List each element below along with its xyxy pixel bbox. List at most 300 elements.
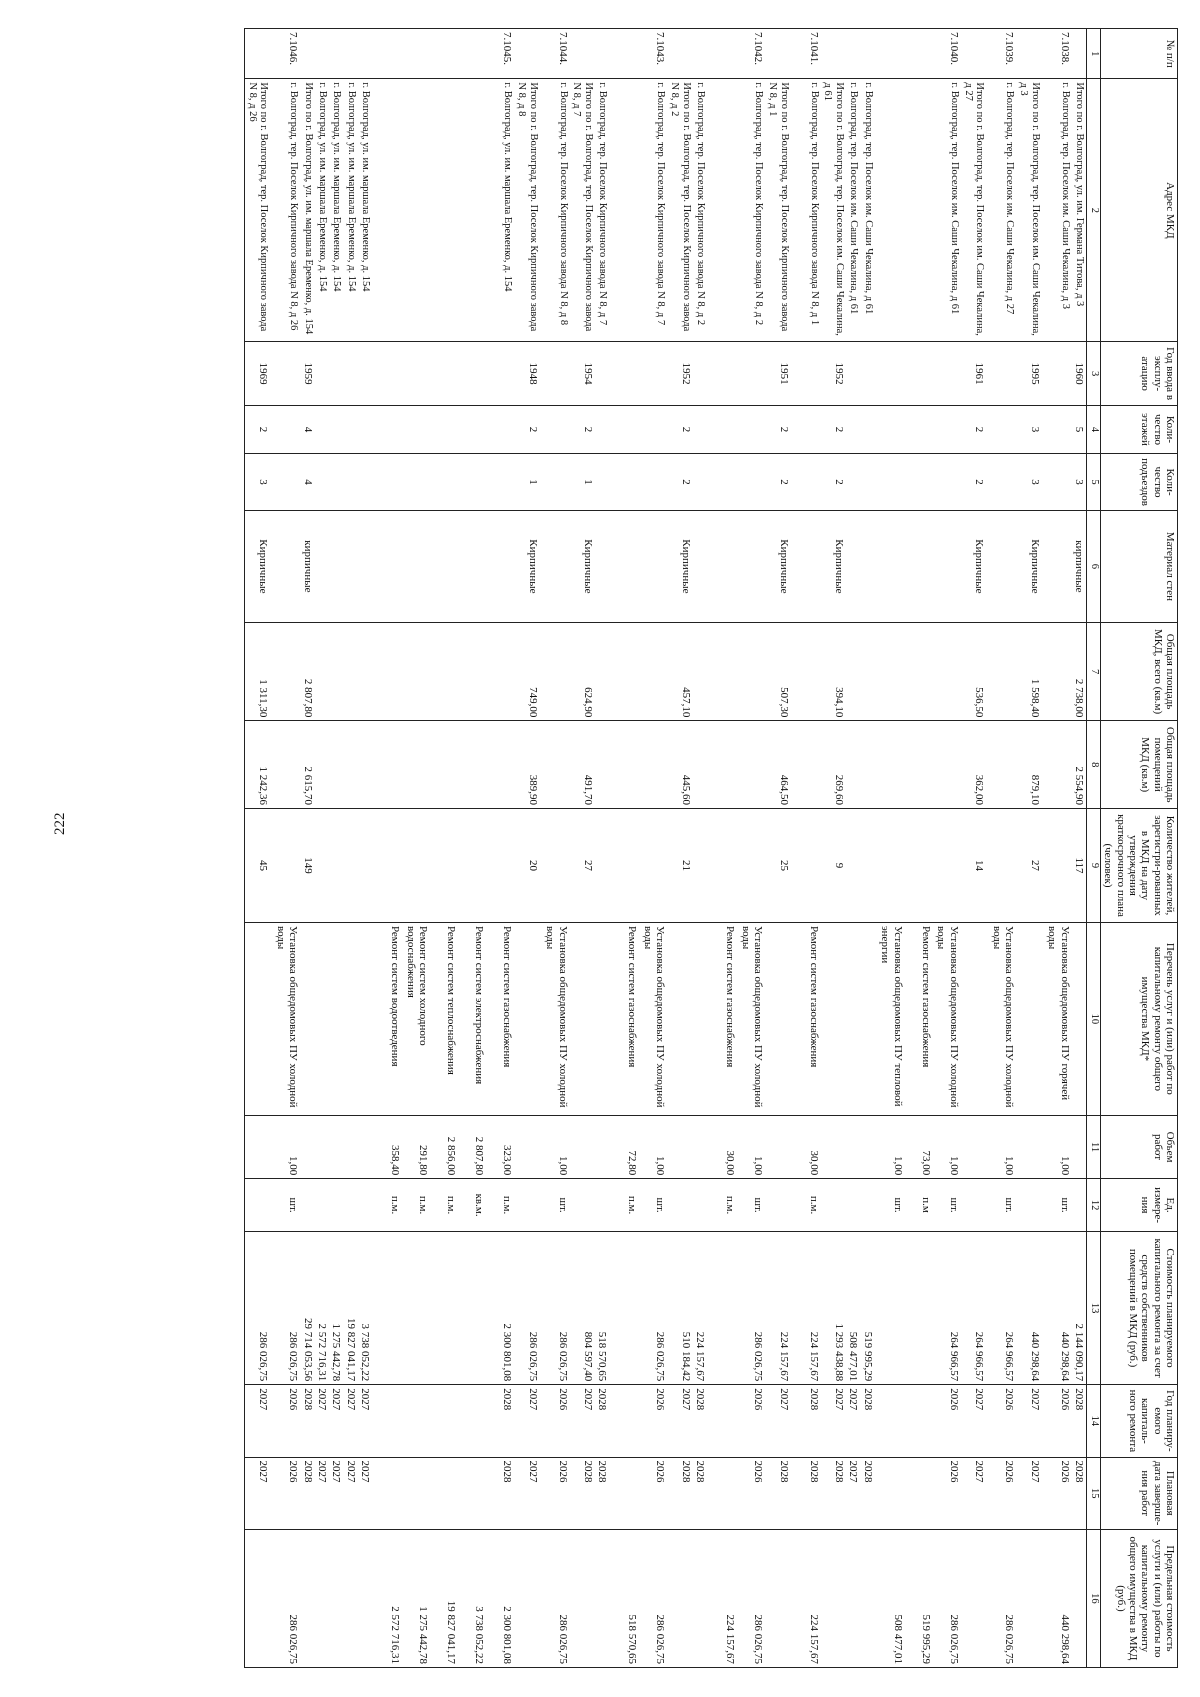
column-number: 4 [1087,405,1101,453]
address-cell: г. Волгоград, тер. Поселок Кирпичного завода N 8, д 2 [707,79,765,342]
premises-area-cell [707,721,765,809]
address-cell: г. Волгоград, тер. Поселок Кирпичного завода N 8, д 1 [791,79,821,342]
column-number: 7 [1087,622,1101,721]
volume-cell [595,1115,609,1179]
premises-area-cell: 464,50 [765,721,791,809]
end-date-cell: 2027 [358,1457,372,1529]
work-item: Ремонт систем газоснабжения [807,925,820,1068]
wall-material-cell: кирпичные [1072,511,1087,623]
row-number-cell: 7.1044. [540,29,570,79]
commission-year-cell [693,342,707,406]
commission-year-cell: 1961 [961,342,987,406]
residents-count-cell [986,809,1016,923]
table-row [1072,29,1087,1668]
total-area-cell: 749,00 [514,622,540,721]
floor-count-cell [986,405,1016,453]
total-area-cell [875,622,961,721]
works-cell [861,922,875,1115]
table-row [540,29,570,1668]
table-row [329,29,343,1668]
commission-year-cell: 1959 [301,342,315,406]
plan-year-cell: 2027 [765,1385,791,1457]
volume-item: 358,40 [389,1145,402,1176]
floor-count-cell [846,405,860,453]
row-number-cell [821,29,847,79]
cost-cell: 264 966,57 [875,1231,961,1384]
limit-cost-cell [791,1529,821,1667]
cost-cell: 510 184,42 [667,1231,693,1384]
cost-cell: 2 144 090,17 [1072,1231,1087,1384]
limit-cost-cell [301,1529,315,1667]
wall-material-cell [693,511,707,623]
total-area-cell: 624,90 [570,622,596,721]
end-date-cell: 2028 [372,1457,514,1529]
residents-count-cell: 117 [1072,809,1087,923]
commission-year-cell [329,342,343,406]
floor-count-cell [875,405,961,453]
table-row [667,29,693,1668]
entrance-count-cell: 1 [570,454,596,511]
entrance-count-cell: 3 [1016,454,1042,511]
wall-material-cell: Кирпичные [765,511,791,623]
plan-year-cell: 2026 [1042,1385,1072,1457]
table-row [343,29,357,1668]
total-area-cell [693,622,707,721]
limit-cost-item: 286 026,75 [752,1614,765,1664]
table-row [301,29,315,1668]
commission-year-cell: 1948 [514,342,540,406]
unit-cell [343,1179,357,1232]
wall-material-cell: Кирпичные [245,511,271,623]
wall-material-cell [1042,511,1072,623]
volume-item: 1,00 [891,1156,904,1176]
works-cell [358,922,372,1115]
header-cell: Общая площадь помещений МКД (кв.м) [1101,721,1178,809]
limit-cost-item: 518 570,65 [626,1614,639,1664]
premises-area-cell: 1 242,36 [245,721,271,809]
volume-item: 1,00 [1003,1156,1016,1176]
entrance-count-cell [861,454,875,511]
unit-item: шт. [947,1197,960,1213]
limit-cost-cell [329,1529,343,1667]
limit-cost-item: 286 026,75 [947,1614,960,1664]
volume-cell [343,1115,357,1179]
unit-cell [1072,1179,1087,1232]
unit-cell [245,1179,271,1232]
volume-cell [667,1115,693,1179]
limit-cost-cell [271,1529,301,1667]
wall-material-cell [846,511,860,623]
row-number-cell [329,29,343,79]
commission-year-cell [846,342,860,406]
wall-material-cell [791,511,821,623]
row-number-cell [358,29,372,79]
unit-cell [861,1179,875,1232]
commission-year-cell [372,342,514,406]
works-cell [609,922,667,1115]
end-date-cell: 2026 [271,1457,301,1529]
header-cell: Объем работ [1101,1115,1178,1179]
volume-item: 30,00 [807,1150,820,1176]
volume-item: 1,00 [556,1156,569,1176]
floor-count-cell: 4 [301,405,315,453]
row-number-cell [693,29,707,79]
address-cell: г. Волгоград, тер. Поселок им. Саши Чекалина, д 61 [875,79,961,342]
unit-item: п.м [919,1197,932,1213]
residents-count-cell: 20 [514,809,540,923]
plan-year-cell: 2027 [315,1385,329,1457]
limit-cost-item: 2 572 716,31 [389,1606,402,1664]
table-row [765,29,791,1668]
entrance-count-cell: 1 [514,454,540,511]
header-cell: Ед. измере-ния [1101,1179,1178,1232]
floor-count-cell [609,405,667,453]
volume-item: 1,00 [287,1156,300,1176]
total-area-cell [372,622,514,721]
table-row [875,29,961,1668]
table-row [791,29,821,1668]
premises-area-cell [861,721,875,809]
residents-count-cell [846,809,860,923]
entrance-count-cell [846,454,860,511]
volume-item: 1,00 [947,1156,960,1176]
commission-year-cell [609,342,667,406]
end-date-cell: 2028 [791,1457,821,1529]
limit-cost-cell [609,1529,667,1667]
cost-cell: 286 026,75 [707,1231,765,1384]
commission-year-cell: 1951 [765,342,791,406]
table-row [693,29,707,1668]
floor-count-cell [693,405,707,453]
cost-cell: 286 026,75 [540,1231,570,1384]
entrance-count-cell [875,454,961,511]
table-row [245,29,271,1668]
commission-year-cell [315,342,329,406]
work-item: Ремонт систем газоснабжения [626,925,639,1068]
works-cell [315,922,329,1115]
total-area-cell: 536,50 [961,622,987,721]
row-number-cell: 7.1042. [707,29,765,79]
unit-item: шт. [1003,1197,1016,1213]
address-cell: Итого по г. Волгоград, ул. им. маршала Еременко, д. 154 [301,79,315,342]
table-row [609,29,667,1668]
limit-cost-cell [343,1529,357,1667]
cost-cell: 224 157,67 [791,1231,821,1384]
column-number: 1 [1087,29,1101,79]
end-date-cell: 2028 [1072,1457,1087,1529]
limit-cost-item: 440 298,64 [1058,1614,1071,1664]
address-cell: Итого по г. Волгоград, тер. Поселок им. Саши Чекалина, д 3 [1016,79,1042,342]
unit-cell [765,1179,791,1232]
residents-count-cell: 14 [961,809,987,923]
unit-item: п.м. [501,1195,514,1215]
wall-material-cell: Кирпичные [821,511,847,623]
works-cell [245,922,271,1115]
page-number: 222 [52,812,68,835]
cost-cell: 286 026,75 [609,1231,667,1384]
header-cell: Плановая дата заверше-ния работ [1101,1457,1178,1529]
premises-area-cell: 389,90 [514,721,540,809]
limit-cost-cell [961,1529,987,1667]
address-cell: г. Волгоград, тер. Поселок Кирпичного завода N 8, д 26 [271,79,301,342]
entrance-count-cell: 3 [245,454,271,511]
end-date-cell: 2027 [1016,1457,1042,1529]
residents-count-cell [329,809,343,923]
address-cell: Итого по г. Волгоград, тер. Поселок Кирпичного завода N 8, д 2 [667,79,693,342]
wall-material-cell [315,511,329,623]
volume-cell [1072,1115,1087,1179]
table-row [358,29,372,1668]
residents-count-cell: 149 [301,809,315,923]
total-area-cell [329,622,343,721]
end-date-cell: 2028 [861,1457,875,1529]
limit-cost-cell [570,1529,596,1667]
works-cell [329,922,343,1115]
address-cell: Итого по г. Волгоград, тер. Поселок Кирпичного завода N 8, д 7 [570,79,596,342]
address-cell: г. Волгоград, тер. Поселок им. Саши Чекалина, д 61 [861,79,875,342]
column-number: 5 [1087,454,1101,511]
volume-cell [358,1115,372,1179]
cost-cell: 2 572 716,31 [315,1231,329,1384]
volume-cell [372,1115,514,1179]
works-cell [372,922,514,1115]
commission-year-cell [271,342,301,406]
entrance-count-cell [271,454,301,511]
plan-year-cell: 2027 [570,1385,596,1457]
header-cell: Общая площадь МКД, всего (кв.м) [1101,622,1178,721]
row-number-cell: 7.1046. [271,29,301,79]
residents-count-cell [693,809,707,923]
residents-count-cell [343,809,357,923]
plan-year-cell: 2027 [514,1385,540,1457]
total-area-cell: 1 598,40 [1016,622,1042,721]
limit-cost-cell [372,1529,514,1667]
plan-year-cell: 2026 [271,1385,301,1457]
total-area-cell [861,622,875,721]
limit-cost-item: 1 275 442,78 [417,1606,430,1664]
plan-year-cell: 2028 [301,1385,315,1457]
limit-cost-cell [358,1529,372,1667]
total-area-cell [540,622,570,721]
volume-cell [861,1115,875,1179]
entrance-count-cell [1042,454,1072,511]
table-row [1042,29,1072,1668]
unit-item: п.м. [389,1195,402,1215]
works-cell [343,922,357,1115]
row-number-cell [667,29,693,79]
table-row [1016,29,1042,1668]
table-row [570,29,596,1668]
work-item: Установка общедомовых ПУ холодной воды [642,925,667,1108]
volume-cell [693,1115,707,1179]
floor-count-cell [271,405,301,453]
wall-material-cell [595,511,609,623]
table-row [707,29,765,1668]
commission-year-cell [861,342,875,406]
total-area-cell: 457,10 [667,622,693,721]
commission-year-cell: 1954 [570,342,596,406]
unit-cell [540,1179,570,1232]
limit-cost-cell [875,1529,961,1667]
end-date-cell: 2026 [986,1457,1016,1529]
total-area-cell: 1 311,30 [245,622,271,721]
header-cell: Стоимость планируемого капитального ремонта за счет средств собственников помещений в МКД (руб.) [1101,1231,1178,1384]
column-number: 8 [1087,721,1101,809]
works-cell [514,922,540,1115]
floor-count-cell [595,405,609,453]
limit-cost-cell [315,1529,329,1667]
plan-year-cell: 2028 [372,1385,514,1457]
floor-count-cell [315,405,329,453]
total-area-cell [358,622,372,721]
work-item: Установка общедомовых ПУ холодной воды [935,925,960,1108]
unit-item: шт. [752,1197,765,1213]
cost-cell: 264 966,57 [961,1231,987,1384]
unit-cell [846,1179,860,1232]
premises-area-cell: 879,10 [1016,721,1042,809]
header-cell: Год ввода в эксплу-атацию [1101,342,1178,406]
column-number: 14 [1087,1385,1101,1457]
volume-item: 72,80 [626,1150,639,1176]
floor-count-cell [861,405,875,453]
floor-count-cell: 2 [667,405,693,453]
limit-cost-item: 3 738 052,22 [473,1606,486,1664]
entrance-count-cell [986,454,1016,511]
premises-area-cell [875,721,961,809]
row-number-cell [846,29,860,79]
premises-area-cell [595,721,609,809]
address-cell: г. Волгоград, тер. Поселок Кирпичного завода N 8, д 2 [693,79,707,342]
volume-cell [1016,1115,1042,1179]
volume-item: 30,00 [724,1150,737,1176]
unit-item: кв.м. [473,1193,486,1217]
limit-cost-cell [540,1529,570,1667]
unit-cell [961,1179,987,1232]
residents-count-cell [358,809,372,923]
total-area-cell [315,622,329,721]
end-date-cell: 2027 [343,1457,357,1529]
header-cell: Перечень услуг и (или) работ по капитальному ремонту общего имущества МКД* [1101,922,1178,1115]
floor-count-cell [540,405,570,453]
total-area-cell: 2 738,00 [1072,622,1087,721]
end-date-cell: 2028 [765,1457,791,1529]
plan-year-cell: 2028 [595,1385,609,1457]
plan-year-cell: 2027 [245,1385,271,1457]
wall-material-cell: Кирпичные [1016,511,1042,623]
column-number: 11 [1087,1115,1101,1179]
volume-item: 291,80 [417,1145,430,1176]
cost-cell: 440 298,64 [1042,1231,1072,1384]
works-cell [693,922,707,1115]
works-cell [707,922,765,1115]
address-cell: Итого по г. Волгоград, тер. Поселок им. Саши Чекалина, д 61 [821,79,847,342]
premises-area-cell [358,721,372,809]
works-cell [986,922,1016,1115]
premises-area-cell [846,721,860,809]
limit-cost-item: 2 300 801,08 [501,1606,514,1664]
cost-cell: 286 026,75 [271,1231,301,1384]
volume-cell [875,1115,961,1179]
limit-cost-cell [514,1529,540,1667]
table-row [986,29,1016,1668]
volume-item: 1,00 [752,1156,765,1176]
works-cell [570,922,596,1115]
table-row [961,29,987,1668]
limit-cost-cell [1016,1529,1042,1667]
premises-area-cell: 491,70 [570,721,596,809]
unit-cell [707,1179,765,1232]
premises-area-cell [1042,721,1072,809]
unit-item: шт. [287,1197,300,1213]
work-item: Установка общедомовых ПУ горячей воды [1046,925,1071,1101]
wall-material-cell [358,511,372,623]
cost-cell: 3 738 052,22 [358,1231,372,1384]
end-date-cell: 2028 [667,1457,693,1529]
header-cell: Адрес МКД [1101,79,1178,342]
table-row [846,29,860,1668]
total-area-cell [595,622,609,721]
floor-count-cell: 2 [961,405,987,453]
floor-count-cell [343,405,357,453]
address-cell: г. Волгоград, тер. Поселок Кирпичного завода N 8, д 8 [540,79,570,342]
cost-cell: 440 298,64 [1016,1231,1042,1384]
volume-cell [961,1115,987,1179]
limit-cost-cell [821,1529,847,1667]
end-date-cell: 2028 [301,1457,315,1529]
works-cell [821,922,847,1115]
entrance-count-cell [329,454,343,511]
floor-count-cell: 2 [570,405,596,453]
work-item: Установка общедомовых ПУ холодной воды [544,925,569,1108]
end-date-cell: 2028 [595,1457,609,1529]
row-number-cell [570,29,596,79]
residents-count-cell: 21 [667,809,693,923]
residents-count-cell [595,809,609,923]
wall-material-cell [271,511,301,623]
floor-count-cell: 2 [245,405,271,453]
unit-cell [693,1179,707,1232]
residents-count-cell [861,809,875,923]
header-row [1101,29,1178,1668]
end-date-cell: 2028 [693,1457,707,1529]
limit-cost-cell [693,1529,707,1667]
volume-item: 2 807,80 [473,1136,486,1176]
entrance-count-cell: 4 [301,454,315,511]
cost-cell: 2 300 801,08 [372,1231,514,1384]
row-number-cell [765,29,791,79]
residents-count-cell: 27 [1016,809,1042,923]
premises-area-cell [271,721,301,809]
end-date-cell: 2026 [707,1457,765,1529]
premises-area-cell [372,721,514,809]
residents-count-cell [372,809,514,923]
volume-cell [846,1115,860,1179]
limit-cost-item: 224 157,67 [724,1614,737,1664]
work-item: Ремонт систем газоснабжения [724,925,737,1068]
residents-count-cell: 25 [765,809,791,923]
entrance-count-cell [595,454,609,511]
end-date-cell: 2026 [540,1457,570,1529]
end-date-cell: 2026 [1042,1457,1072,1529]
residents-count-cell [540,809,570,923]
end-date-cell: 2026 [609,1457,667,1529]
premises-area-cell [986,721,1016,809]
column-number: 15 [1087,1457,1101,1529]
header-cell: № п/п [1101,29,1178,79]
floor-count-cell [372,405,514,453]
total-area-cell [1042,622,1072,721]
residents-count-cell [875,809,961,923]
